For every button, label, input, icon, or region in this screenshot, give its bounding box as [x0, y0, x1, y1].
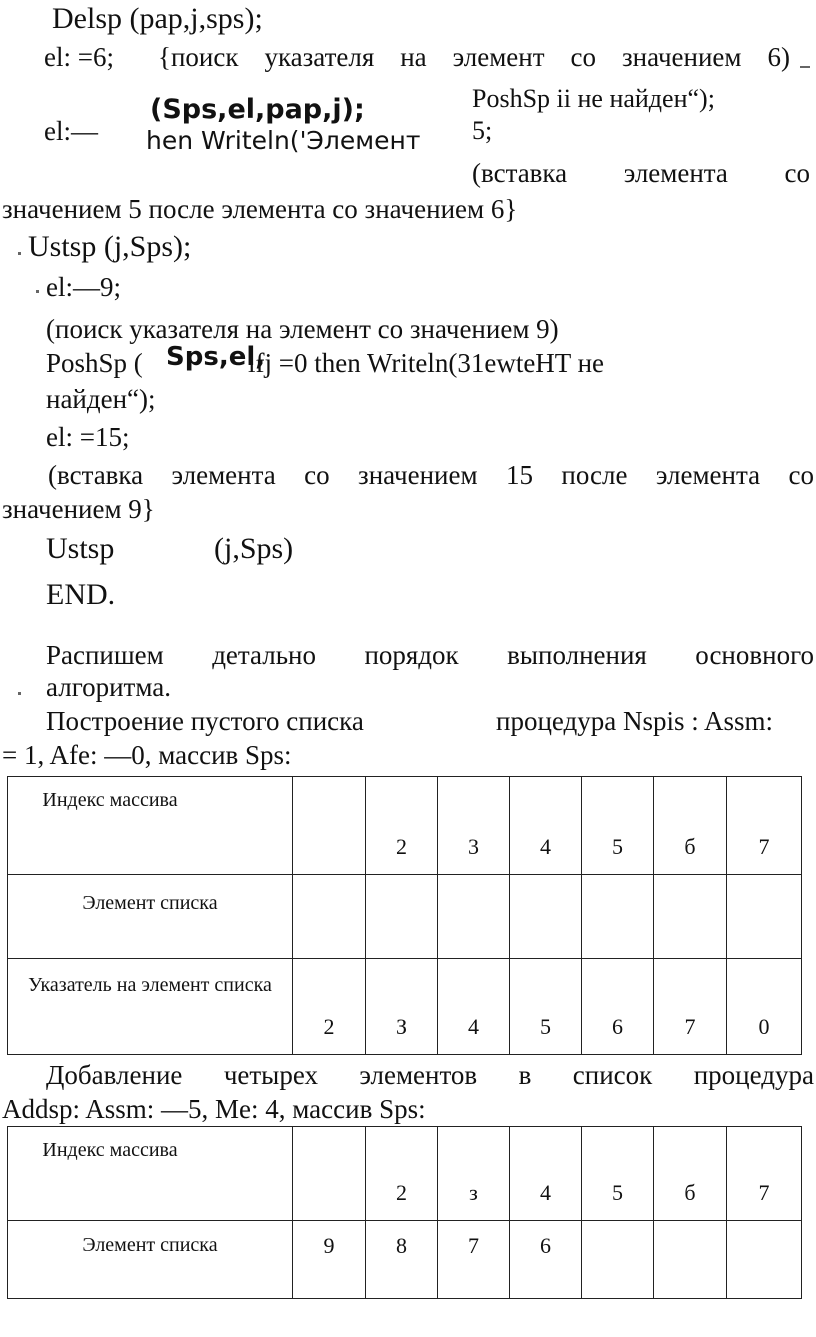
scan-mark: [18, 692, 21, 695]
scanned-writeln-fragment: hen Writeln('Элемент: [146, 126, 421, 155]
detail-paragraph: [46, 642, 814, 669]
pointer-cell: 6: [582, 959, 654, 1055]
element-cell: [366, 875, 438, 959]
element-cell: [293, 875, 366, 959]
add-paragraph: [46, 1062, 814, 1089]
pointer-cell: 5: [510, 959, 582, 1055]
code-line-delsp: Delsp (pap,j,sps);: [52, 2, 263, 35]
search-comment-6-word: значением: [621, 42, 742, 72]
index-cell: 7: [727, 1127, 802, 1221]
insert-comment-5-end: значением 5 после элемента со значением 6}: [2, 194, 518, 224]
scanned-args-fragment: Sps,el,: [166, 342, 266, 372]
insert-comment-15-word: (вставка: [48, 460, 144, 490]
index-cell: 7: [727, 777, 802, 875]
code-line-poshsp-not-found: PoshSp ii не найден“);: [472, 84, 715, 113]
element-row-label: Элемент списка: [8, 1221, 293, 1299]
detail-paragraph-end: алгоритма.: [46, 672, 171, 702]
insert-comment-15-word: значением: [358, 460, 478, 490]
add-paragraph-word: в: [518, 1060, 532, 1090]
insert-comment-15-word: со: [304, 460, 330, 490]
index-cell: 5: [582, 777, 654, 875]
index-cell: 4: [510, 777, 582, 875]
index-row: [8, 777, 802, 875]
search-comment-6-word: на: [400, 42, 427, 72]
add-paragraph-word: процедура: [693, 1060, 814, 1090]
index-cell: 3: [438, 777, 510, 875]
insert-comment-15: [48, 462, 814, 489]
pointer-cell: З: [366, 959, 438, 1055]
element-cell: [727, 1221, 802, 1299]
build-paragraph-start: Построение пустого списка: [46, 706, 364, 736]
array-table-empty-list: [7, 776, 802, 1055]
scanned-call-fragment: (Sps,el,pap,j);: [150, 94, 365, 125]
detail-paragraph-word: Распишем: [46, 640, 164, 670]
insert-comment-5-word: (вставка: [472, 158, 568, 188]
pointer-row-label: Указатель на элемент списка: [8, 959, 293, 1055]
index-row-label: Индекс массива: [8, 1127, 293, 1221]
build-paragraph-procedure: процедура Nspis : Assm:: [496, 706, 774, 736]
detail-paragraph-word: детально: [212, 640, 316, 670]
add-paragraph-word: список: [572, 1060, 653, 1090]
pointer-cell: 4: [438, 959, 510, 1055]
code-line-end: END.: [46, 578, 116, 611]
code-line-poshsp2-start: PoshSp (: [46, 348, 143, 378]
insert-comment-15-end: значением 9}: [2, 494, 155, 524]
insert-comment-5: [472, 160, 810, 187]
index-cell: б: [654, 1127, 727, 1221]
detail-paragraph-word: порядок: [364, 640, 459, 670]
code-line-el-assign: el:—: [44, 116, 98, 146]
index-cell: 4: [510, 1127, 582, 1221]
detail-paragraph-word: выполнения: [507, 640, 647, 670]
code-line-el6: el: =6;: [44, 42, 114, 72]
code-line-el9: el:—9;: [46, 272, 121, 302]
insert-comment-15-word: со: [788, 460, 814, 490]
pointer-cell: 0: [727, 959, 802, 1055]
build-paragraph-end: = 1, Afe: —0, массив Sps:: [2, 740, 292, 770]
insert-comment-15-word: 15: [506, 460, 533, 490]
search-comment-6-word: со: [570, 42, 596, 72]
index-cell: б: [654, 777, 727, 875]
insert-comment-5-word: элемента: [623, 158, 728, 188]
insert-comment-5-word: со: [784, 158, 810, 188]
detail-paragraph-word: основного: [695, 640, 814, 670]
add-paragraph-word: Добавление: [46, 1060, 183, 1090]
pointer-row: [8, 959, 802, 1055]
index-cell: 5: [582, 1127, 654, 1221]
scan-mark: [36, 290, 39, 293]
pointer-cell: 7: [654, 959, 727, 1055]
index-cell: [293, 777, 366, 875]
element-cell: [438, 875, 510, 959]
element-cell: 7: [438, 1221, 510, 1299]
element-cell: [727, 875, 802, 959]
element-cell: 6: [510, 1221, 582, 1299]
element-row-label: Элемент списка: [8, 875, 293, 959]
index-cell: з: [438, 1127, 510, 1221]
code-line-ustsp: Ustsp (j,Sps);: [28, 230, 192, 263]
index-row: [8, 1127, 802, 1221]
code-line-ustsp2-args: (j,Sps): [214, 532, 294, 565]
search-comment-6: [158, 44, 790, 71]
search-comment-6-word: {поиск: [158, 42, 239, 72]
element-row: [8, 875, 802, 959]
array-table-four-elements: [7, 1126, 802, 1299]
index-cell: 2: [366, 777, 438, 875]
element-cell: 9: [293, 1221, 366, 1299]
search-comment-9: (поиск указателя на элемент со значением 9): [46, 314, 559, 344]
element-cell: [654, 1221, 727, 1299]
code-line-ustsp2-name: Ustsp: [46, 532, 115, 565]
insert-comment-15-word: элемента: [171, 460, 276, 490]
index-cell: [293, 1127, 366, 1221]
insert-comment-15-word: элемента: [655, 460, 761, 490]
code-line-poshsp2-end: ifj =0 then Writeln(31ewteHT не: [248, 348, 604, 378]
code-line-el-value: 5;: [472, 116, 493, 145]
scan-mark: [18, 252, 21, 255]
add-paragraph-end: Addsp: Assm: —5, Me: 4, массив Sps:: [2, 1094, 426, 1124]
element-row: [8, 1221, 802, 1299]
search-comment-6-word: 6): [767, 42, 790, 72]
search-comment-6-word: указателя: [264, 42, 375, 72]
search-comment-6-word: элемент: [452, 42, 545, 72]
code-line-el15: el: =15;: [46, 422, 130, 452]
scan-mark: [800, 66, 810, 68]
element-cell: [582, 1221, 654, 1299]
index-row-label: Индекс массива: [8, 777, 293, 875]
pointer-cell: 2: [293, 959, 366, 1055]
element-cell: 8: [366, 1221, 438, 1299]
code-line-not-found: найден“);: [46, 384, 156, 414]
add-paragraph-word: четырех: [223, 1060, 318, 1090]
add-paragraph-word: элементов: [359, 1060, 478, 1090]
insert-comment-15-word: после: [561, 460, 628, 490]
index-cell: 2: [366, 1127, 438, 1221]
element-cell: [582, 875, 654, 959]
element-cell: [510, 875, 582, 959]
element-cell: [654, 875, 727, 959]
